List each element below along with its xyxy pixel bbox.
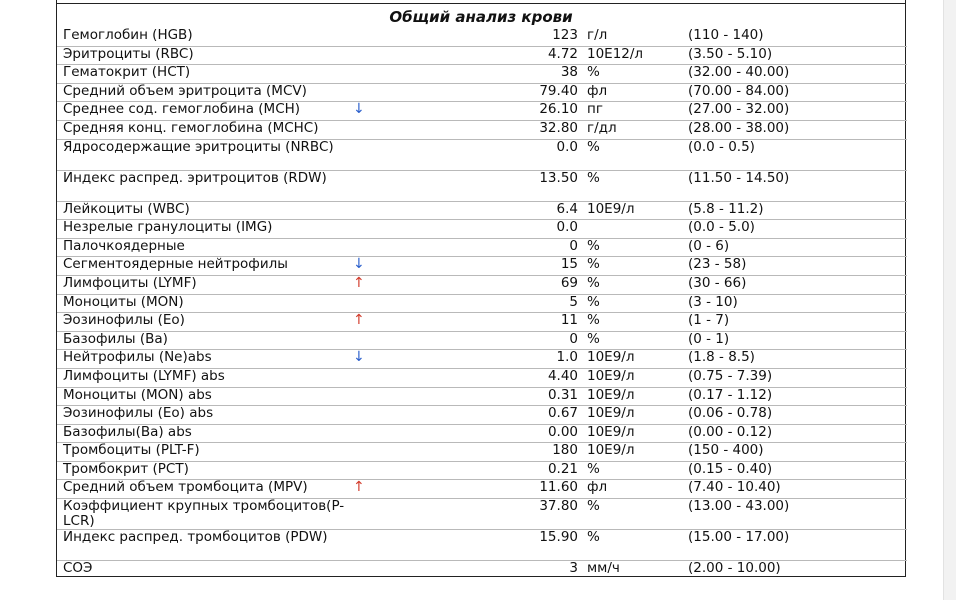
unit-value: 10E9/л	[583, 201, 686, 220]
unit-value: 10E9/л	[583, 368, 686, 387]
flag-arrow-icon	[353, 83, 508, 102]
table-row	[57, 561, 907, 579]
unit-value: 10E9/л	[583, 406, 686, 425]
flag-arrow-icon	[353, 238, 508, 257]
unit-value: 10E9/л	[583, 350, 686, 369]
unit-value: г/дл	[583, 120, 686, 139]
result-value: 4.40	[508, 368, 583, 387]
result-value: 0.00	[508, 424, 583, 443]
test-name: Эритроциты (RBC)	[57, 46, 353, 65]
test-name: Коэффициент крупных тромбоцитов(P-LCR)	[57, 499, 353, 530]
unit-value: %	[583, 461, 686, 480]
flag-arrow-icon	[353, 368, 508, 387]
flag-arrow-icon	[353, 46, 508, 65]
result-value: 3	[508, 561, 583, 579]
unit-value: %	[583, 139, 686, 170]
flag-arrow-icon: ↑	[353, 275, 508, 294]
table-row	[57, 350, 907, 369]
reference-range: (0 - 6)	[686, 238, 907, 257]
test-name: Моноциты (MON) abs	[57, 387, 353, 406]
result-value: 15.90	[508, 530, 583, 561]
reference-range: (3 - 10)	[686, 294, 907, 313]
flag-arrow-icon: ↓	[353, 257, 508, 276]
reference-range: (0.75 - 7.39)	[686, 368, 907, 387]
flag-arrow-icon	[353, 406, 508, 425]
flag-arrow-icon	[353, 424, 508, 443]
reference-range: (5.8 - 11.2)	[686, 201, 907, 220]
test-name: Нейтрофилы (Ne)abs	[57, 350, 353, 369]
test-name: Эозинофилы (Eo) abs	[57, 406, 353, 425]
result-value: 37.80	[508, 499, 583, 530]
unit-value: %	[583, 170, 686, 201]
reference-range: (15.00 - 17.00)	[686, 530, 907, 561]
table-row	[57, 368, 907, 387]
unit-value: 10E9/л	[583, 443, 686, 462]
result-value: 0.67	[508, 406, 583, 425]
reference-range: (0.0 - 0.5)	[686, 139, 907, 170]
test-name: Базофилы (Ba)	[57, 331, 353, 350]
flag-arrow-icon	[353, 201, 508, 220]
result-value: 0	[508, 331, 583, 350]
result-value: 32.80	[508, 120, 583, 139]
flag-arrow-icon	[353, 65, 508, 84]
reference-range: (0.15 - 0.40)	[686, 461, 907, 480]
test-name: Лимфоциты (LYMF) abs	[57, 368, 353, 387]
unit-value: 10E9/л	[583, 424, 686, 443]
unit-value: %	[583, 499, 686, 530]
test-name: Среднее сод. гемоглобина (MCH)	[57, 102, 353, 121]
table-row	[57, 120, 907, 139]
result-value: 13.50	[508, 170, 583, 201]
table-row	[57, 220, 907, 239]
test-name: Гемоглобин (HGB)	[63, 27, 193, 43]
reference-range: (27.00 - 32.00)	[686, 102, 907, 121]
table-row	[57, 83, 907, 102]
table-row	[57, 238, 907, 257]
table-row	[57, 530, 907, 561]
table-header	[57, 0, 905, 4]
reference-range: (70.00 - 84.00)	[686, 83, 907, 102]
table-row	[57, 461, 907, 480]
test-name: Индекс распред. тромбоцитов (PDW)	[57, 530, 353, 561]
unit-value: фл	[583, 480, 686, 499]
flag-arrow-icon: ↓	[353, 102, 508, 121]
unit-value: %	[583, 65, 686, 84]
table-row	[57, 139, 907, 170]
test-name: Тромбоциты (PLT-F)	[57, 443, 353, 462]
result-value: 26.10	[508, 102, 583, 121]
test-name: Моноциты (MON)	[57, 294, 353, 313]
table-row	[57, 275, 907, 294]
test-name: Незрелые гранулоциты (IMG)	[57, 220, 353, 239]
scrollbar[interactable]	[943, 0, 956, 600]
test-name: Ядросодержащие эритроциты (NRBC)	[57, 139, 353, 170]
result-value: 1.0	[508, 350, 583, 369]
result-value: 4.72	[508, 46, 583, 65]
test-name: Индекс распред. эритроцитов (RDW)	[57, 170, 353, 201]
unit-value: г/л	[587, 27, 608, 43]
unit-value	[583, 220, 686, 239]
unit-value: %	[583, 331, 686, 350]
result-value: 15	[508, 257, 583, 276]
result-value: 0.31	[508, 387, 583, 406]
table-row	[57, 46, 907, 65]
test-name: Лимфоциты (LYMF)	[57, 275, 353, 294]
flag-arrow-icon	[353, 461, 508, 480]
result-value: 0.0	[508, 220, 583, 239]
unit-value: %	[583, 294, 686, 313]
result-value: 0.21	[508, 461, 583, 480]
table-row	[57, 257, 907, 276]
result-value: 0.0	[508, 139, 583, 170]
reference-range: (11.50 - 14.50)	[686, 170, 907, 201]
reference-range: (0.17 - 1.12)	[686, 387, 907, 406]
reference-range: (3.50 - 5.10)	[686, 46, 907, 65]
test-name: Гематокрит (HCT)	[57, 65, 353, 84]
table-row	[57, 28, 907, 46]
flag-arrow-icon	[353, 331, 508, 350]
test-name: Тромбокрит (PCT)	[57, 461, 353, 480]
unit-value: %	[583, 257, 686, 276]
table-row	[57, 313, 907, 332]
results-table	[57, 28, 907, 579]
table-row	[57, 406, 907, 425]
test-name: Средний объем тромбоцита (MPV)	[57, 480, 353, 499]
result-value: 0	[508, 238, 583, 257]
test-name: Палочкоядерные	[57, 238, 353, 257]
table-row	[57, 331, 907, 350]
reference-range: (1.8 - 8.5)	[686, 350, 907, 369]
result-value: 38	[508, 65, 583, 84]
flag-arrow-icon	[353, 170, 508, 201]
result-value: 79.40	[508, 83, 583, 102]
result-value: 11.60	[508, 480, 583, 499]
table-row	[57, 65, 907, 84]
unit-value: мм/ч	[583, 561, 686, 579]
reference-range: (0.06 - 0.78)	[686, 406, 907, 425]
flag-arrow-icon	[353, 139, 508, 170]
flag-arrow-icon	[353, 28, 508, 46]
unit-value: 10E9/л	[583, 387, 686, 406]
flag-arrow-icon	[353, 120, 508, 139]
table-row	[57, 294, 907, 313]
test-name: Лейкоциты (WBC)	[57, 201, 353, 220]
flag-arrow-icon	[353, 499, 508, 530]
reference-range: (150 - 400)	[686, 443, 907, 462]
unit-value: %	[583, 238, 686, 257]
test-name: Средняя конц. гемоглобина (MCHC)	[57, 120, 353, 139]
table-row	[57, 443, 907, 462]
flag-arrow-icon	[353, 530, 508, 561]
reference-range: (1 - 7)	[686, 313, 907, 332]
flag-arrow-icon: ↑	[353, 313, 508, 332]
result-value: 123	[552, 27, 578, 43]
reference-range: (13.00 - 43.00)	[686, 499, 907, 530]
reference-range: (28.00 - 38.00)	[686, 120, 907, 139]
test-name: Базофилы(Ba) abs	[57, 424, 353, 443]
reference-range: (0.0 - 5.0)	[686, 220, 907, 239]
unit-value: 10E12/л	[583, 46, 686, 65]
table-row	[57, 480, 907, 499]
result-value: 11	[508, 313, 583, 332]
table-row	[57, 201, 907, 220]
reference-range: (110 - 140)	[688, 27, 764, 43]
flag-arrow-icon	[353, 443, 508, 462]
reference-range: (2.00 - 10.00)	[686, 561, 907, 579]
result-value: 180	[508, 443, 583, 462]
result-value: 5	[508, 294, 583, 313]
flag-arrow-icon	[353, 387, 508, 406]
table-row	[57, 170, 907, 201]
test-name: Сегментоядерные нейтрофилы	[57, 257, 353, 276]
reference-range: (0.00 - 0.12)	[686, 424, 907, 443]
flag-arrow-icon	[353, 561, 508, 579]
section-title: Общий анализ крови	[389, 8, 573, 26]
lab-report-sheet	[56, 0, 906, 577]
results-body	[57, 28, 907, 579]
test-name: Эозинофилы (Eo)	[57, 313, 353, 332]
table-row	[57, 102, 907, 121]
reference-range: (23 - 58)	[686, 257, 907, 276]
flag-arrow-icon	[353, 220, 508, 239]
table-row	[57, 387, 907, 406]
table-row	[57, 424, 907, 443]
unit-value: %	[583, 313, 686, 332]
reference-range: (30 - 66)	[686, 275, 907, 294]
flag-arrow-icon: ↓	[353, 350, 508, 369]
reference-range: (32.00 - 40.00)	[686, 65, 907, 84]
table-row	[57, 499, 907, 530]
flag-arrow-icon: ↑	[353, 480, 508, 499]
reference-range: (0 - 1)	[686, 331, 907, 350]
test-name: СОЭ	[57, 561, 353, 579]
result-value: 69	[508, 275, 583, 294]
unit-value: фл	[583, 83, 686, 102]
unit-value: пг	[583, 102, 686, 121]
unit-value: %	[583, 530, 686, 561]
result-value: 6.4	[508, 201, 583, 220]
reference-range: (7.40 - 10.40)	[686, 480, 907, 499]
unit-value: %	[583, 275, 686, 294]
test-name: Средний объем эритроцита (MCV)	[57, 83, 353, 102]
flag-arrow-icon	[353, 294, 508, 313]
